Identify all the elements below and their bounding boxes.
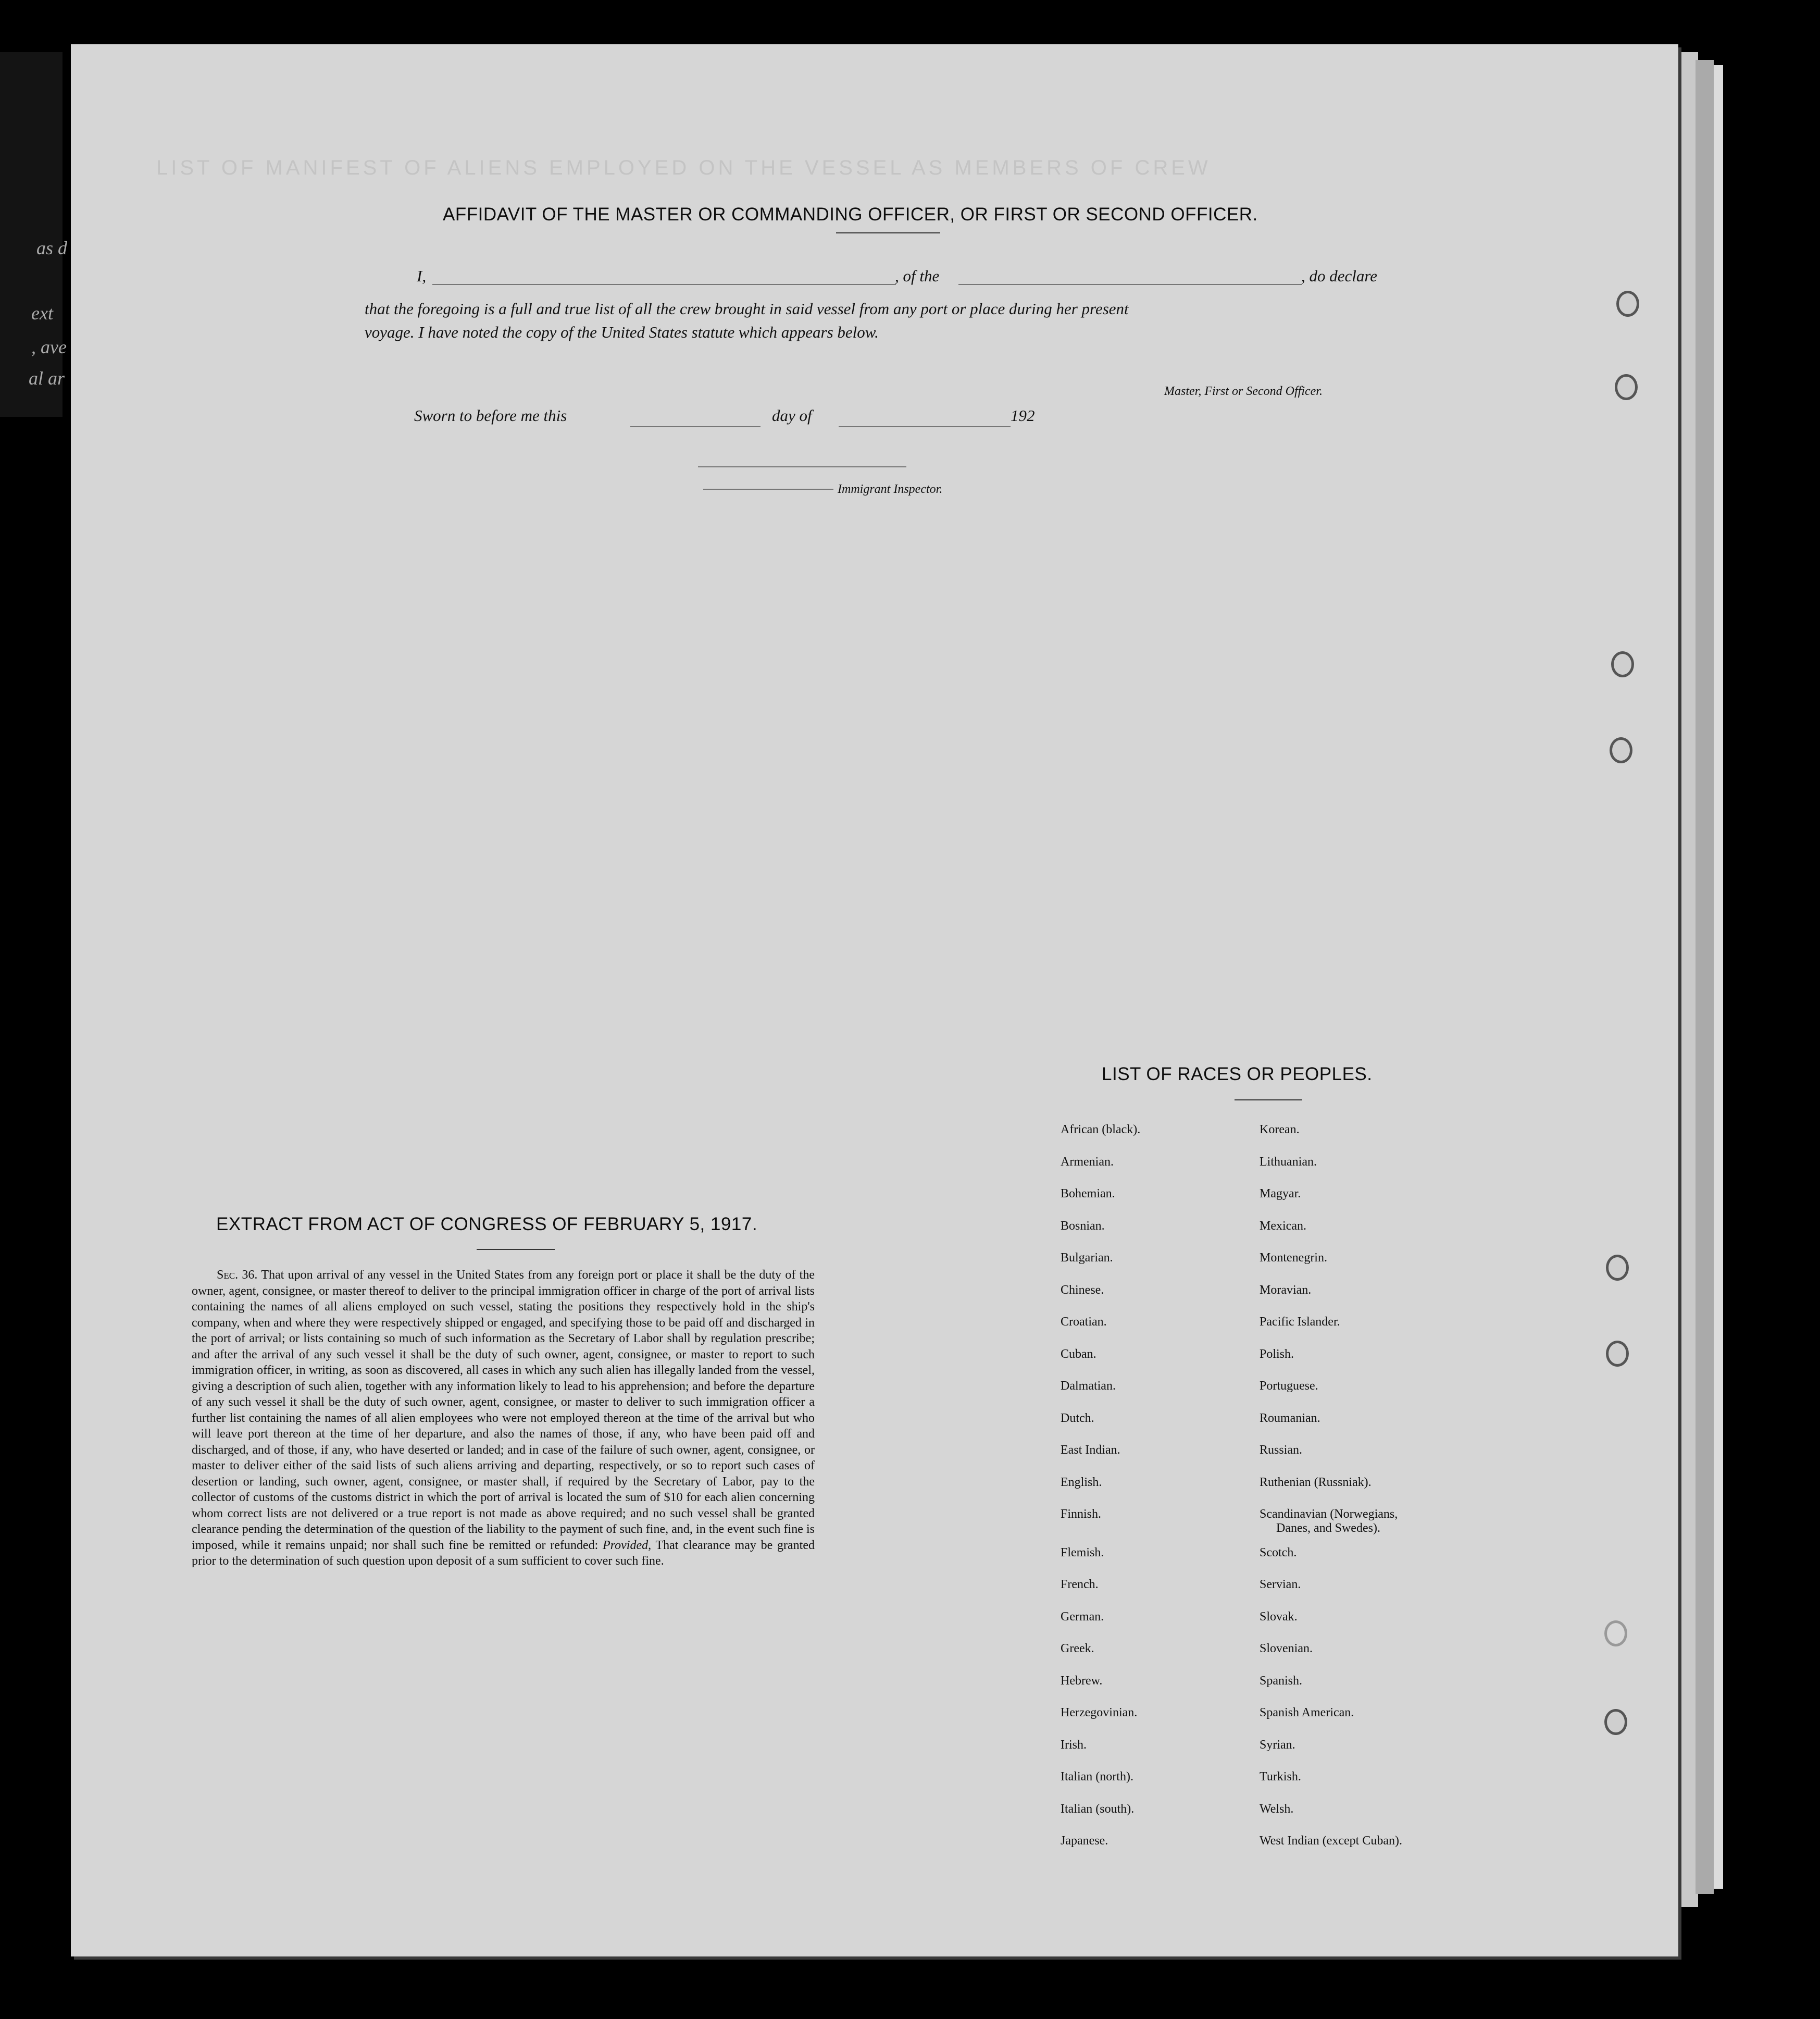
binding-hole <box>1611 651 1634 677</box>
race-item: English. <box>1061 1475 1102 1489</box>
race-item: Servian. <box>1260 1578 1301 1591</box>
race-item: Korean. <box>1260 1123 1300 1136</box>
master-signature-label: Master, First or Second Officer. <box>1164 385 1323 398</box>
year-text: 192 <box>1011 406 1035 425</box>
month-blank <box>839 426 1011 427</box>
race-item: Ruthenian (Russniak). <box>1260 1475 1372 1489</box>
race-item: Armenian. <box>1061 1155 1114 1169</box>
stacked-page-edge <box>1696 60 1714 1894</box>
race-item: Dalmatian. <box>1061 1379 1116 1393</box>
race-item: Flemish. <box>1061 1545 1104 1559</box>
inspector-signature-line <box>698 466 906 467</box>
race-item: Cuban. <box>1061 1347 1096 1361</box>
race-item: Bulgarian. <box>1061 1251 1113 1265</box>
race-item: Polish. <box>1260 1347 1294 1361</box>
race-item: West Indian (except Cuban). <box>1260 1834 1402 1848</box>
vessel-blank <box>958 284 1302 285</box>
heading-underline <box>836 232 940 233</box>
binding-hole <box>1604 1709 1627 1735</box>
race-item: Croatian. <box>1061 1315 1107 1329</box>
race-item: Russian. <box>1260 1443 1303 1457</box>
extract-text-b: That clearance may be granted prior to the determination of such question upon deposit of a sum sufficient to cover such fine. <box>192 1538 815 1568</box>
binding-hole <box>1616 291 1639 317</box>
left-page-edge <box>0 52 63 417</box>
race-item: Herzegovinian. <box>1061 1706 1138 1719</box>
inspector-signature-line-2 <box>703 489 833 490</box>
race-item: Magyar. <box>1260 1187 1301 1200</box>
race-item: Scandinavian (Norwegians, <box>1260 1507 1398 1521</box>
race-item: Spanish. <box>1260 1674 1303 1688</box>
extract-heading: EXTRACT FROM ACT OF CONGRESS OF FEBRUARY 5, 1917. <box>216 1214 758 1234</box>
stacked-page-edge <box>1714 65 1723 1889</box>
binding-hole <box>1610 737 1632 763</box>
extract-text-a: That upon arrival of any vessel in the United States from any foreign port or place it shall be the duty of the owner, agent, consignee, or master thereof to deliver to the principal immigration officer in charge of the port of arrival lists containing the names of all aliens employed on such vessel, stating the positions they respectively hold in the ship's company, when and where they were respectively shipped or engaged, and specifying those to be paid off and discharged in the port of arrival; or lists containing so much of such information as the Secretary of Labor shall by regulation prescribe; and after the arrival of any such vessel it shall be the duty of such owner, agent, consignee, or master to report to such immigration officer, in writing, as soon as discovered, all cases in which any such alien has illegally landed from the vessel, giving a description of such alien, together with any information likely to lead to his apprehension; and before the departure of any such vessel it shall be the duty of such owner, agent, consignee, or master to deliver to such immigration officer a further list containing the names of all alien employees who were not employed thereon at the time of the arrival but who will leave port thereon at the time of her departure, and also the names of those, if any, who have been paid off and discharged, and of those, if any, who have deserted or landed; and in case of the failure of such owner, agent, consignee, or master to deliver either of the said lists of such aliens arriving and departing, respectively, or so to report such cases of desertion or landing, such owner, agent, consignee, or master shall, if required by the Secretary of Labor, pay to the collector of customs of the customs district in which the port of arrival is located the sum of $10 for each alien concerning whom correct lists are not delivered or a true report is not made as above required; and no such vessel shall be granted clearance pending the determination of the question of the liability to the payment of such fine, and, in the event such fine is imposed, while it remains unpaid; nor shall such fine be remitted or refunded: <box>192 1268 815 1552</box>
race-item: Scotch. <box>1260 1545 1297 1559</box>
race-item: Japanese. <box>1061 1834 1108 1848</box>
binding-hole <box>1606 1255 1629 1281</box>
binding-hole <box>1615 374 1638 400</box>
race-item: Finnish. <box>1061 1507 1102 1521</box>
extract-underline <box>477 1249 555 1250</box>
race-item: East Indian. <box>1061 1443 1120 1457</box>
race-item: Spanish American. <box>1260 1706 1354 1719</box>
race-item-continuation: Danes, and Swedes). <box>1276 1521 1380 1535</box>
bleed-through-text: LIST OF MANIFEST OF ALIENS EMPLOYED ON THE VESSEL AS MEMBERS OF CREW <box>156 156 1211 179</box>
provided-word: Provided, <box>603 1538 652 1552</box>
race-item: Hebrew. <box>1061 1674 1103 1688</box>
race-item: French. <box>1061 1578 1099 1591</box>
race-item: Mexican. <box>1260 1219 1306 1233</box>
race-item: Greek. <box>1061 1642 1094 1655</box>
race-item: Portuguese. <box>1260 1379 1318 1393</box>
edge-text-fragment: al ar <box>29 368 65 389</box>
races-underline <box>1235 1099 1302 1100</box>
race-item: Italian (north). <box>1061 1770 1133 1783</box>
edge-text-fragment: ext <box>31 303 53 324</box>
race-item: Pacific Islander. <box>1260 1315 1340 1329</box>
affidavit-line2: that the foregoing is a full and true list of all the crew brought in said vessel from any port or place during her present <box>365 300 1129 318</box>
race-item: Slovenian. <box>1260 1642 1313 1655</box>
binding-hole <box>1606 1341 1629 1367</box>
inspector-label: Immigrant Inspector. <box>838 482 943 496</box>
race-item: German. <box>1061 1609 1104 1624</box>
race-item: Welsh. <box>1260 1802 1294 1816</box>
extract-paragraph <box>192 1267 815 1569</box>
day-blank <box>630 426 761 427</box>
race-item: Dutch. <box>1061 1411 1094 1425</box>
edge-text-fragment: , ave <box>31 337 67 357</box>
race-item: Syrian. <box>1260 1738 1295 1752</box>
section-label: Sec. 36. <box>217 1268 258 1282</box>
race-item: Irish. <box>1061 1738 1087 1752</box>
race-item: Lithuanian. <box>1260 1155 1317 1169</box>
affidavit-heading: AFFIDAVIT OF THE MASTER OR COMMANDING OFFICER, OR FIRST OR SECOND OFFICER. <box>443 204 1258 225</box>
race-item: Italian (south). <box>1061 1802 1135 1816</box>
race-item: Roumanian. <box>1260 1411 1320 1425</box>
race-item: Chinese. <box>1061 1283 1104 1297</box>
race-item: African (black). <box>1061 1123 1141 1136</box>
race-item: Turkish. <box>1260 1770 1301 1783</box>
affidavit-line1-end: , do declare <box>1301 267 1378 285</box>
edge-text-fragment: as d <box>36 238 68 258</box>
race-item: Montenegrin. <box>1260 1251 1327 1265</box>
race-item: Bohemian. <box>1061 1187 1115 1200</box>
race-item: Slovak. <box>1260 1609 1298 1624</box>
sworn-text: Sworn to before me this <box>414 406 567 425</box>
binding-hole <box>1604 1620 1627 1646</box>
races-heading: LIST OF RACES OR PEOPLES. <box>1102 1064 1373 1084</box>
name-blank <box>432 284 896 285</box>
race-item: Moravian. <box>1260 1283 1312 1297</box>
affidavit-line3: voyage. I have noted the copy of the United States statute which appears below. <box>365 323 879 341</box>
day-of-text: day of <box>772 406 812 425</box>
affidavit-line1-mid: , of the <box>895 267 940 285</box>
race-item: Bosnian. <box>1061 1219 1105 1233</box>
affidavit-line1-start: I, <box>417 267 427 285</box>
